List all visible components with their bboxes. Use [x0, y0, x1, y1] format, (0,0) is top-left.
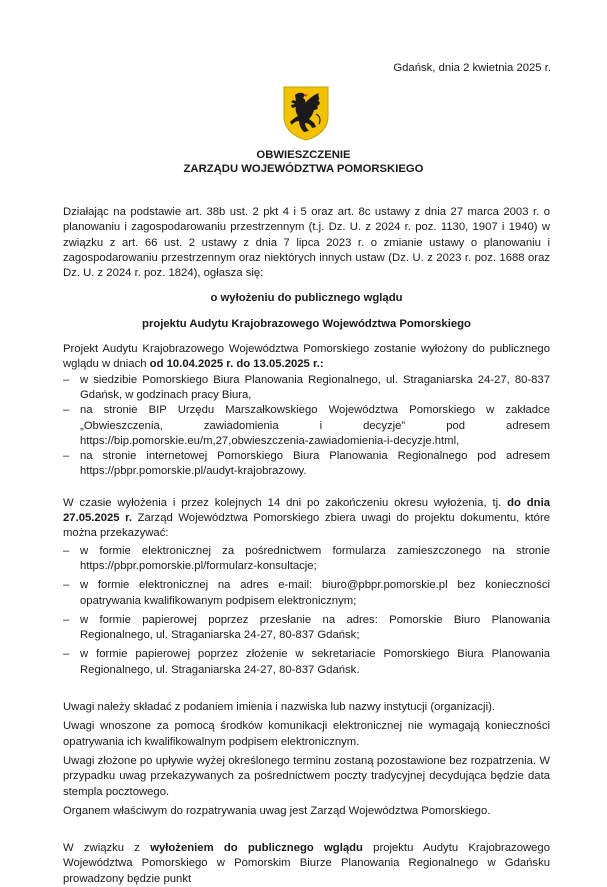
note-paragraph: Uwagi należy składać z podaniem imienia i nazwiska lub nazwy instytucji (organizacji).	[63, 701, 495, 714]
date-line: Gdańsk, dnia 2 kwietnia 2025 r.	[393, 62, 551, 74]
list-item: – w formie papierowej poprzez przesłanie na adres: Pomorskie Biuro Planowania Regionalnego, ul. Straganiarska 24-27, 80-837 Gdańsk;	[63, 613, 550, 644]
note-paragraph: Uwagi złożone po upływie wyżej określonego terminu zostaną pozostawione bez rozpatrzenia. W przypadku uwag przekazywanych za pośrednictwem poczty tradycyjnej decydująca będzie data stempla pocztowego.	[63, 754, 550, 798]
subject-line-2: projektu Audytu Krajobrazowego Województwa Pomorskiego	[142, 317, 471, 330]
list-item: – w formie elektronicznej za pośrednictwem formularza zamieszczonego na stronie https://pbpr.pomorskie.pl/formularz-konsultacje;	[63, 544, 550, 575]
comments-deadline: do dnia 27.05.2025 r.	[63, 496, 550, 525]
notice-title	[0, 148, 607, 176]
title-line-2: ZARZĄDU WOJEWÓDZTWA POMORSKIEGO	[183, 163, 424, 175]
note-paragraph: Uwagi wnoszone za pomocą środków komunikacji elektronicznej nie wymagają konieczności opatrywania ich kwalifikowalnym podpisem elektronicznym.	[63, 720, 550, 748]
list-item: – na stronie internetowej Pomorskiego Biura Planowania Regionalnego pod adresem https://pbpr.pomorskie.pl/audyt-krajobrazowy.	[63, 449, 550, 480]
comment-methods-list	[63, 544, 550, 678]
list-item: – w siedzibie Pomorskiego Biura Planowania Regionalnego, ul. Straganiarska 24-27, 80-837 Gdańsk, w godzinach pracy Biura,	[63, 373, 550, 404]
legal-basis-paragraph: Działając na podstawie art. 38b ust. 2 pkt 4 i 5 oraz art. 8c ustawy z dnia 27 marca 2003 r. o planowaniu i zagospodarowaniu przestrzennym (t.j. Dz. U. z 2024 r. poz. 1130, 1907 i 1940) w związku z art. 66 ust. 2 ustawy z dnia 7 lipca 2023 r. o zmianie ustawy o planowaniu i zagospodarowaniu przestrzennym oraz niektórych innych ustaw (Dz. U. z 2023 r. poz. 1688 oraz Dz. U. z 2024 r. poz. 1824), ogłasza się:	[63, 206, 550, 280]
document-body	[63, 205, 550, 887]
exhibition-locations-list	[63, 373, 550, 480]
list-item: – w formie papierowej poprzez złożenie w sekretariacie Pomorskiego Biura Planowania Regionalnego, ul. Straganiarska 24-27, 80-837 Gdańsk.	[63, 647, 550, 678]
list-item: – w formie elektronicznej na adres e-mail: biuro@pbpr.pomorskie.pl bez konieczności opatrywania kwalifikowanym podpisem elektronicznym;	[63, 578, 550, 609]
exhibition-dates: od 10.04.2025 r. do 13.05.2025 r.:	[149, 358, 324, 371]
subject-line-1: o wyłożeniu do publicznego wglądu	[210, 292, 403, 305]
note-paragraph: Organem właściwym do rozpatrywania uwag jest Zarząd Województwa Pomorskiego.	[63, 804, 491, 817]
exhibition-paragraph: Projekt Audytu Krajobrazowego Województwa Pomorskiego zostanie wyłożony do publicznego wglądu w dniach od 10.04.2025 r. do 13.05.2025 r.:	[63, 343, 550, 371]
griffin-coat-of-arms-icon	[283, 86, 329, 141]
title-line-1: OBWIESZCZENIE	[256, 149, 351, 161]
closing-paragraph: W związku z wyłożeniem do publicznego wglądu projektu Audytu Krajobrazowego Województwa Pomorskiego w Pomorskim Biurze Planowania Regionalnego w Gdańsku prowadzony będzie punkt	[63, 842, 550, 885]
list-item: – na stronie BIP Urzędu Marszałkowskiego Województwa Pomorskiego w zakładce „Obwieszczenia, zawiadomienia i decyzje” pod adresem https://bip.pomorskie.eu/m,27,obwieszczenia-zawiadomienia-i-decyzje.html,	[63, 403, 550, 449]
comments-paragraph: W czasie wyłożenia i przez kolejnych 14 dni po zakończeniu okresu wyłożenia, tj. do dnia 27.05.2025 r. Zarząd Województwa Pomorskiego zbiera uwagi do projektu dokumentu, które można przekazywać:	[63, 496, 550, 540]
